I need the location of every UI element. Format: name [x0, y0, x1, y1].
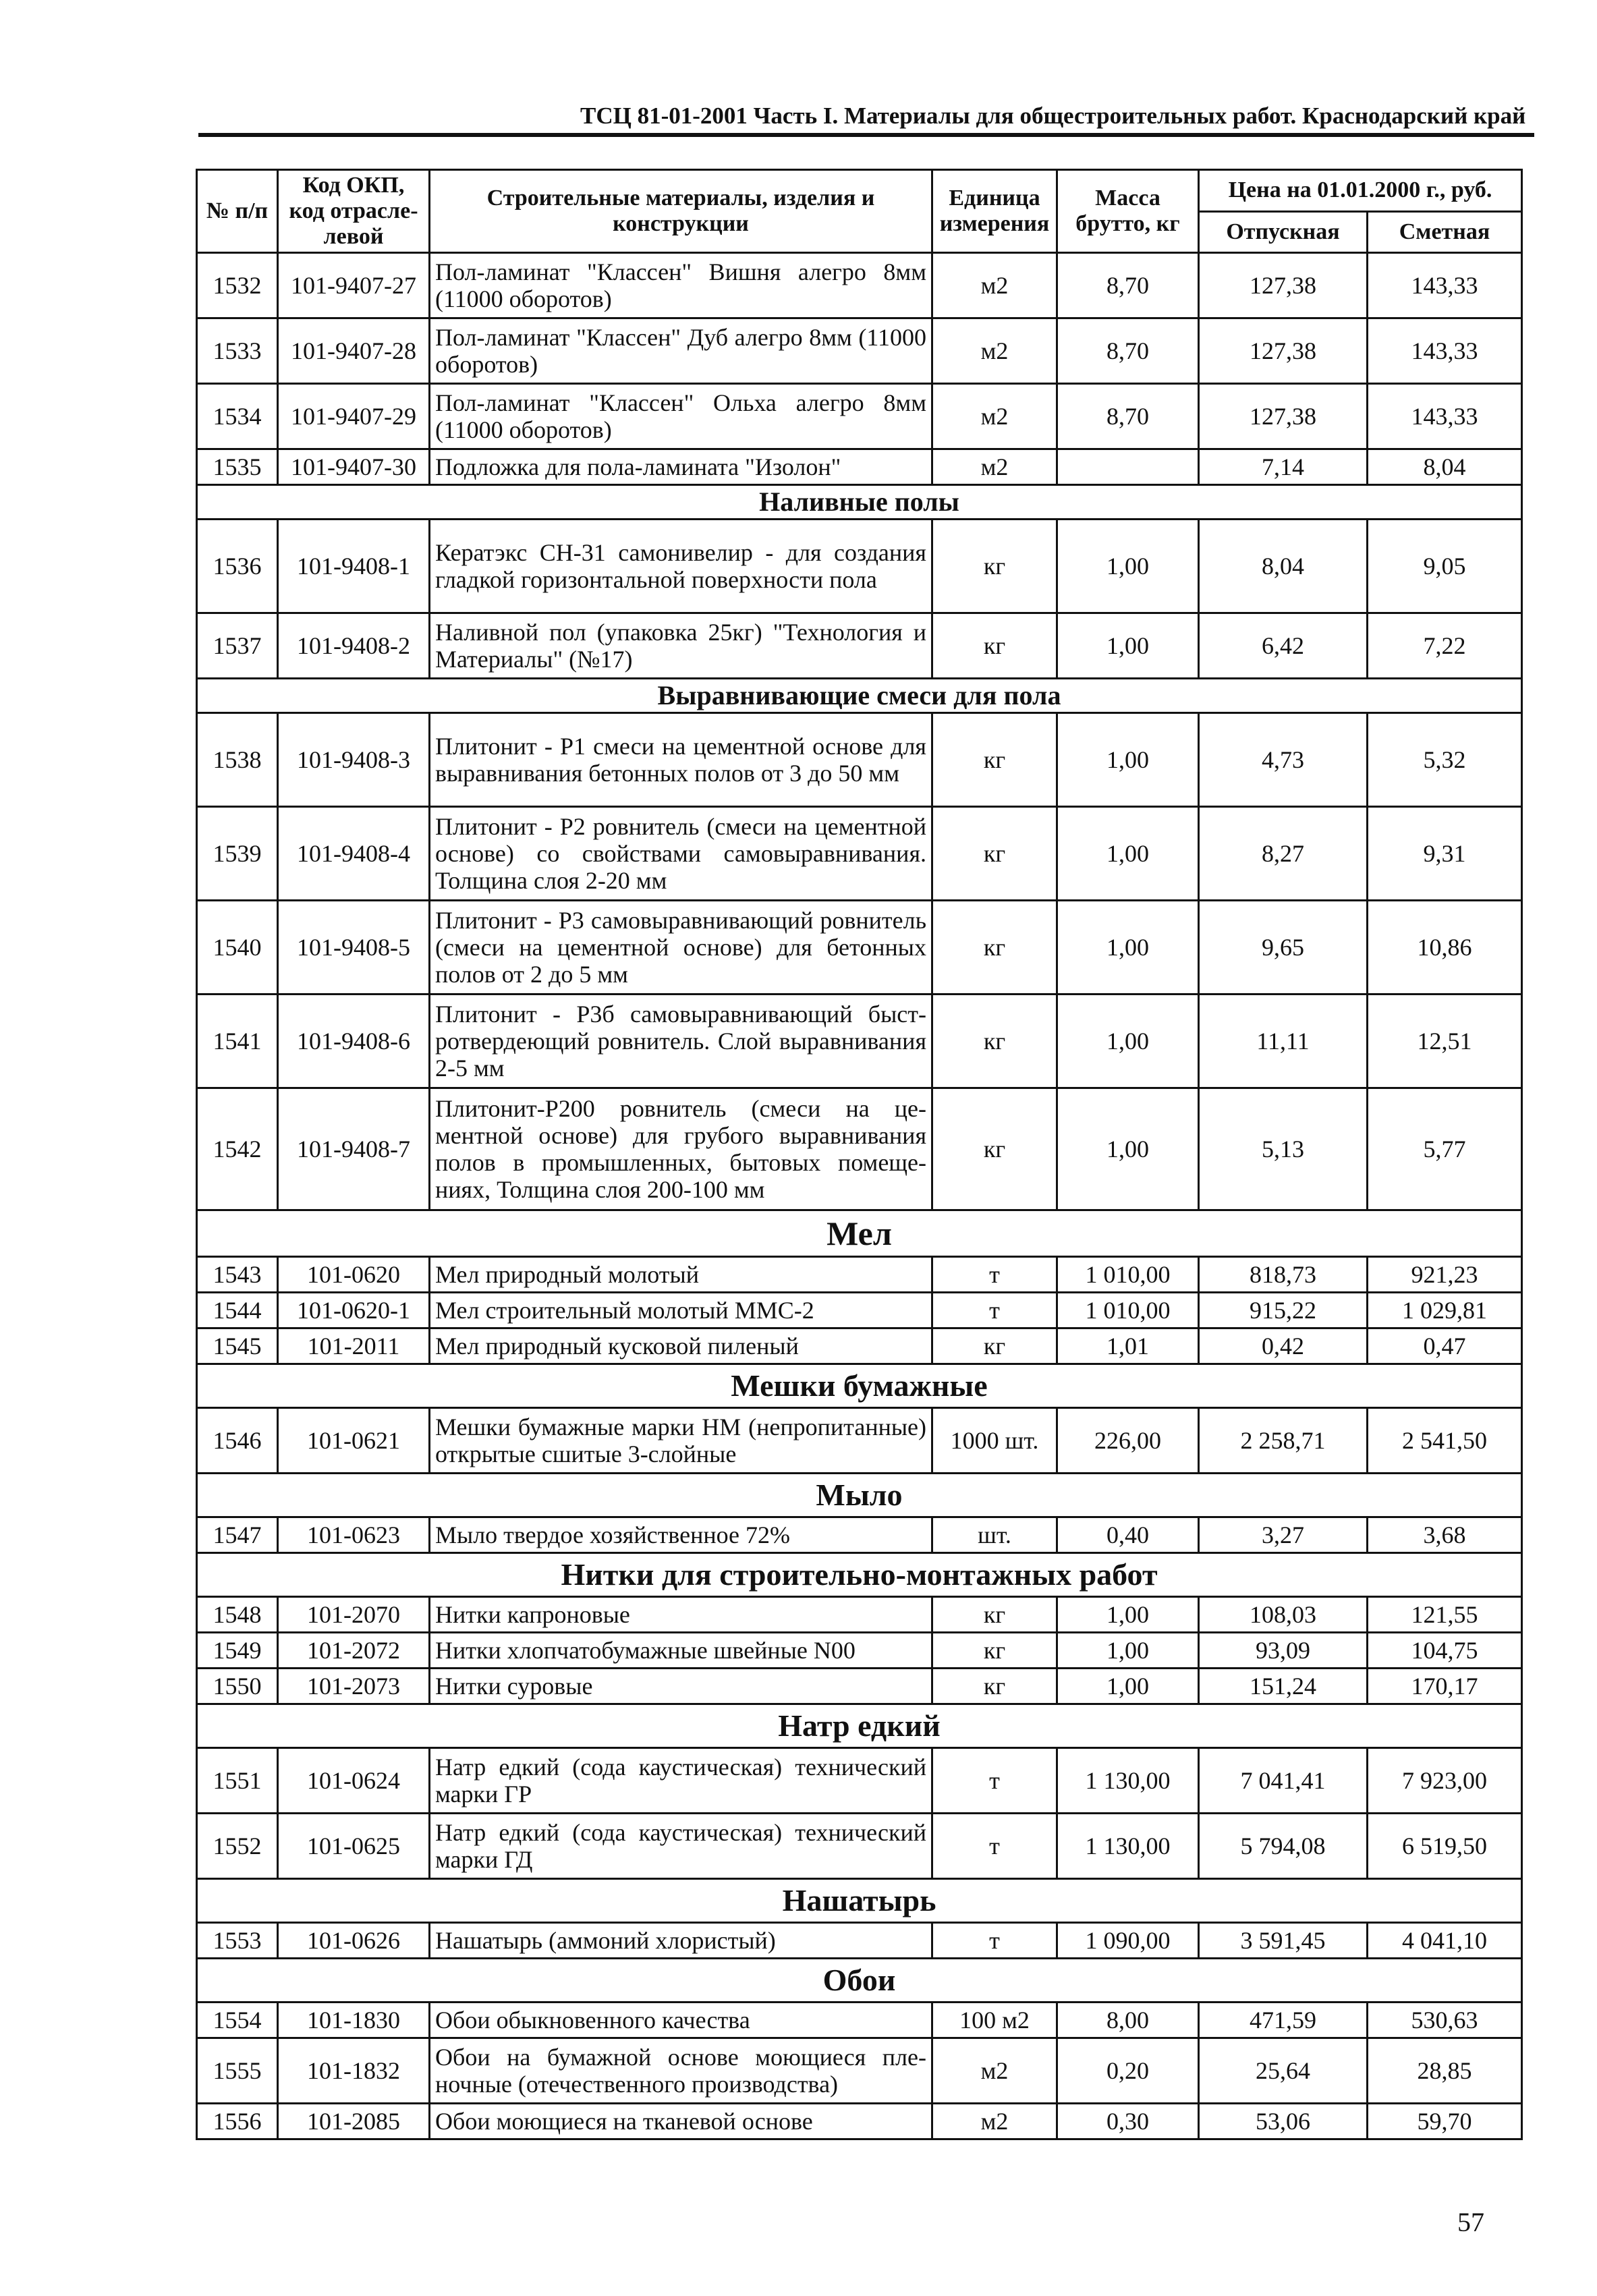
cell-name: Обои моющиеся на тканевой основе: [430, 2104, 932, 2139]
cell-code: 101-0624: [278, 1748, 430, 1814]
cell-code: 101-0621: [278, 1408, 430, 1474]
page-number: 57: [1457, 2207, 1484, 2237]
cell-unit: 1000 шт.: [932, 1408, 1057, 1474]
cell-unit: кг: [932, 1088, 1057, 1210]
table-row: [197, 1814, 1522, 1879]
cell-name: Наливной пол (упаковка 25кг) "Технология и Материалы" (№17): [430, 613, 932, 679]
header-rule: [198, 133, 1534, 137]
cell-unit: кг: [932, 901, 1057, 995]
cell-code: 101-9407-29: [278, 384, 430, 449]
cell-code: 101-1832: [278, 2038, 430, 2104]
cell-mass: 1 010,00: [1057, 1257, 1199, 1293]
cell-name: Кератэкс СН-31 самонивелир - для создания гладкой горизонтальной поверхности пола: [430, 520, 932, 613]
cell-unit: кг: [932, 1328, 1057, 1364]
table-row: [197, 1669, 1522, 1704]
cell-unit: т: [932, 1814, 1057, 1879]
cell-price-release: 127,38: [1199, 384, 1368, 449]
cell-unit: кг: [932, 613, 1057, 679]
section-row: [197, 1553, 1522, 1597]
cell-mass: 1,00: [1057, 520, 1199, 613]
header-code: Код ОКП, код отраслелевой: [278, 170, 430, 253]
cell-name: Мел строительный молотый ММС-2: [430, 1293, 932, 1328]
cell-price-estimate: 143,33: [1368, 318, 1522, 384]
cell-code: 101-9407-28: [278, 318, 430, 384]
cell-code: 101-0620: [278, 1257, 430, 1293]
cell-mass: 1 130,00: [1057, 1748, 1199, 1814]
cell-code: 101-2085: [278, 2104, 430, 2139]
header-price-release: Отпускная: [1199, 211, 1368, 253]
cell-price-release: 8,27: [1199, 807, 1368, 901]
cell-price-estimate: 28,85: [1368, 2038, 1522, 2104]
cell-unit: кг: [932, 995, 1057, 1088]
cell-name: Обои обыкновенного качества: [430, 2003, 932, 2038]
cell-price-release: 818,73: [1199, 1257, 1368, 1293]
cell-name: Плитонит - Р3б самовыравнивающий быстротвердеющий ровнитель. Слой выравнивания 2-5 мм: [430, 995, 932, 1088]
section-row: [197, 1959, 1522, 2003]
cell-unit: т: [932, 1748, 1057, 1814]
cell-mass: 1 130,00: [1057, 1814, 1199, 1879]
cell-name: Плитонит-Р200 ровнитель (смеси на цементной основе) для грубого выравнивания полов в промышленных, бытовых помещениях, Толщина слоя 200-100 мм: [430, 1088, 932, 1210]
cell-num: 1553: [197, 1923, 278, 1959]
cell-price-release: 0,42: [1199, 1328, 1368, 1364]
cell-price-release: 6,42: [1199, 613, 1368, 679]
cell-name: Плитонит - Р1 смеси на цементной основе для выравнивания бетонных полов от 3 до 50 мм: [430, 713, 932, 807]
cell-code: 101-2073: [278, 1669, 430, 1704]
cell-price-release: 25,64: [1199, 2038, 1368, 2104]
cell-num: 1536: [197, 520, 278, 613]
cell-name: Подложка для пола-ламината "Изолон": [430, 449, 932, 485]
cell-mass: 1,00: [1057, 807, 1199, 901]
cell-name: Обои на бумажной основе моющиеся пленочные (отечественного производства): [430, 2038, 932, 2104]
cell-mass: 226,00: [1057, 1408, 1199, 1474]
cell-price-release: 127,38: [1199, 253, 1368, 318]
cell-price-release: 471,59: [1199, 2003, 1368, 2038]
table-row: [197, 807, 1522, 901]
cell-price-release: 5,13: [1199, 1088, 1368, 1210]
cell-unit: кг: [932, 1633, 1057, 1669]
cell-num: 1534: [197, 384, 278, 449]
header-unit: Единица измерения: [932, 170, 1057, 253]
table-row: [197, 613, 1522, 679]
cell-price-release: 7,14: [1199, 449, 1368, 485]
section-title: Нашатырь: [197, 1879, 1522, 1923]
table-row: [197, 995, 1522, 1088]
cell-price-release: 108,03: [1199, 1597, 1368, 1633]
cell-name: Нитки суровые: [430, 1669, 932, 1704]
table-header: [197, 170, 1522, 253]
cell-price-release: 915,22: [1199, 1293, 1368, 1328]
cell-mass: 1,00: [1057, 995, 1199, 1088]
cell-price-release: 127,38: [1199, 318, 1368, 384]
cell-num: 1549: [197, 1633, 278, 1669]
cell-unit: м2: [932, 253, 1057, 318]
cell-code: 101-1830: [278, 2003, 430, 2038]
cell-mass: 0,40: [1057, 1517, 1199, 1553]
cell-price-estimate: 9,05: [1368, 520, 1522, 613]
cell-price-estimate: 143,33: [1368, 253, 1522, 318]
table-row: [197, 713, 1522, 807]
section-title: Выравнивающие смеси для пола: [197, 679, 1522, 713]
cell-num: 1543: [197, 1257, 278, 1293]
section-row: [197, 1879, 1522, 1923]
price-table: [196, 169, 1523, 2140]
cell-code: 101-9408-7: [278, 1088, 430, 1210]
table-row: [197, 2104, 1522, 2139]
cell-price-estimate: 530,63: [1368, 2003, 1522, 2038]
cell-price-estimate: 2 541,50: [1368, 1408, 1522, 1474]
cell-num: 1532: [197, 253, 278, 318]
cell-num: 1537: [197, 613, 278, 679]
table-row: [197, 1328, 1522, 1364]
cell-num: 1544: [197, 1293, 278, 1328]
cell-price-estimate: 0,47: [1368, 1328, 1522, 1364]
cell-code: 101-2072: [278, 1633, 430, 1669]
cell-price-estimate: 1 029,81: [1368, 1293, 1522, 1328]
cell-price-estimate: 7 923,00: [1368, 1748, 1522, 1814]
cell-mass: 1,01: [1057, 1328, 1199, 1364]
cell-num: 1535: [197, 449, 278, 485]
cell-price-estimate: 170,17: [1368, 1669, 1522, 1704]
cell-mass: 0,20: [1057, 2038, 1199, 2104]
header-price-group: Цена на 01.01.2000 г., руб.: [1199, 170, 1522, 212]
section-title: Мешки бумажные: [197, 1364, 1522, 1408]
table-row: [197, 253, 1522, 318]
section-row: [197, 1364, 1522, 1408]
table-row: [197, 1923, 1522, 1959]
cell-code: 101-0626: [278, 1923, 430, 1959]
cell-price-estimate: 143,33: [1368, 384, 1522, 449]
cell-price-release: 4,73: [1199, 713, 1368, 807]
cell-price-estimate: 104,75: [1368, 1633, 1522, 1669]
table-row: [197, 384, 1522, 449]
table-row: [197, 1633, 1522, 1669]
cell-num: 1547: [197, 1517, 278, 1553]
section-title: Мел: [197, 1210, 1522, 1257]
cell-mass: 8,70: [1057, 253, 1199, 318]
cell-code: 101-0625: [278, 1814, 430, 1879]
cell-price-estimate: 7,22: [1368, 613, 1522, 679]
cell-mass: 1 010,00: [1057, 1293, 1199, 1328]
cell-price-release: 3 591,45: [1199, 1923, 1368, 1959]
cell-code: 101-9408-1: [278, 520, 430, 613]
cell-unit: 100 м2: [932, 2003, 1057, 2038]
table-row: [197, 2003, 1522, 2038]
cell-price-estimate: 10,86: [1368, 901, 1522, 995]
cell-unit: м2: [932, 2104, 1057, 2139]
cell-name: Пол-ламинат "Классен" Ольха алегро 8мм (11000 оборотов): [430, 384, 932, 449]
table-body: [197, 253, 1522, 2139]
cell-unit: м2: [932, 449, 1057, 485]
cell-code: 101-9408-4: [278, 807, 430, 901]
cell-num: 1539: [197, 807, 278, 901]
cell-mass: [1057, 449, 1199, 485]
section-title: Мыло: [197, 1474, 1522, 1517]
cell-unit: кг: [932, 1597, 1057, 1633]
cell-num: 1538: [197, 713, 278, 807]
cell-price-estimate: 4 041,10: [1368, 1923, 1522, 1959]
cell-num: 1551: [197, 1748, 278, 1814]
cell-num: 1555: [197, 2038, 278, 2104]
cell-price-estimate: 8,04: [1368, 449, 1522, 485]
table-row: [197, 1088, 1522, 1210]
cell-code: 101-0620-1: [278, 1293, 430, 1328]
cell-unit: т: [932, 1293, 1057, 1328]
cell-price-release: 151,24: [1199, 1669, 1368, 1704]
table-row: [197, 1517, 1522, 1553]
cell-code: 101-2011: [278, 1328, 430, 1364]
cell-price-release: 5 794,08: [1199, 1814, 1368, 1879]
cell-code: 101-9407-27: [278, 253, 430, 318]
section-row: [197, 1704, 1522, 1748]
cell-unit: кг: [932, 520, 1057, 613]
cell-unit: кг: [932, 713, 1057, 807]
cell-num: 1548: [197, 1597, 278, 1633]
cell-price-release: 8,04: [1199, 520, 1368, 613]
cell-name: Плитонит - Р3 самовыравнивающий ровнитель (смеси на цементной основе) для бетонных полов от 2 до 5 мм: [430, 901, 932, 995]
cell-mass: 0,30: [1057, 2104, 1199, 2139]
table-row: [197, 1748, 1522, 1814]
cell-num: 1545: [197, 1328, 278, 1364]
cell-code: 101-9408-5: [278, 901, 430, 995]
cell-mass: 1,00: [1057, 613, 1199, 679]
cell-mass: 1,00: [1057, 713, 1199, 807]
cell-mass: 1,00: [1057, 1633, 1199, 1669]
cell-price-estimate: 3,68: [1368, 1517, 1522, 1553]
cell-name: Пол-ламинат "Классен" Дуб алегро 8мм (11000 оборотов): [430, 318, 932, 384]
header-name: Строительные материалы, изделия и конструкции: [430, 170, 932, 253]
cell-code: 101-9407-30: [278, 449, 430, 485]
section-title: Наливные полы: [197, 485, 1522, 520]
cell-mass: 1,00: [1057, 901, 1199, 995]
cell-name: Мыло твердое хозяйственное 72%: [430, 1517, 932, 1553]
cell-name: Нитки хлопчатобумажные швейные N00: [430, 1633, 932, 1669]
cell-price-release: 93,09: [1199, 1633, 1368, 1669]
cell-price-estimate: 12,51: [1368, 995, 1522, 1088]
header-mass: Масса брутто, кг: [1057, 170, 1199, 253]
cell-unit: т: [932, 1257, 1057, 1293]
cell-mass: 8,70: [1057, 318, 1199, 384]
cell-price-estimate: 5,77: [1368, 1088, 1522, 1210]
section-row: [197, 679, 1522, 713]
cell-name: Нашатырь (аммоний хлористый): [430, 1923, 932, 1959]
cell-unit: шт.: [932, 1517, 1057, 1553]
cell-unit: м2: [932, 318, 1057, 384]
cell-code: 101-0623: [278, 1517, 430, 1553]
cell-num: 1550: [197, 1669, 278, 1704]
section-row: [197, 485, 1522, 520]
cell-price-release: 2 258,71: [1199, 1408, 1368, 1474]
table-row: [197, 901, 1522, 995]
cell-name: Натр едкий (сода каустическая) технический марки ГР: [430, 1748, 932, 1814]
cell-unit: м2: [932, 2038, 1057, 2104]
table-row: [197, 520, 1522, 613]
section-title: Обои: [197, 1959, 1522, 2003]
cell-unit: кг: [932, 1669, 1057, 1704]
section-title: Натр едкий: [197, 1704, 1522, 1748]
cell-name: Мел природный молотый: [430, 1257, 932, 1293]
cell-num: 1556: [197, 2104, 278, 2139]
cell-mass: 1,00: [1057, 1669, 1199, 1704]
cell-price-estimate: 9,31: [1368, 807, 1522, 901]
cell-code: 101-9408-3: [278, 713, 430, 807]
running-header: ТСЦ 81-01-2001 Часть I. Материалы для общестроительных работ. Краснодарский край: [580, 103, 1526, 129]
cell-name: Натр едкий (сода каустическая) технический марки ГД: [430, 1814, 932, 1879]
cell-unit: кг: [932, 807, 1057, 901]
cell-unit: м2: [932, 384, 1057, 449]
cell-num: 1542: [197, 1088, 278, 1210]
table-row: [197, 449, 1522, 485]
cell-num: 1554: [197, 2003, 278, 2038]
cell-mass: 1 090,00: [1057, 1923, 1199, 1959]
cell-code: 101-9408-2: [278, 613, 430, 679]
cell-mass: 1,00: [1057, 1597, 1199, 1633]
cell-price-estimate: 921,23: [1368, 1257, 1522, 1293]
cell-num: 1533: [197, 318, 278, 384]
cell-code: 101-2070: [278, 1597, 430, 1633]
cell-name: Мел природный кусковой пиленый: [430, 1328, 932, 1364]
cell-name: Нитки капроновые: [430, 1597, 932, 1633]
cell-num: 1546: [197, 1408, 278, 1474]
table-row: [197, 2038, 1522, 2104]
table-row: [197, 1257, 1522, 1293]
header-num: № п/п: [197, 170, 278, 253]
section-title: Нитки для строительно-монтажных работ: [197, 1553, 1522, 1597]
cell-price-estimate: 5,32: [1368, 713, 1522, 807]
cell-price-estimate: 121,55: [1368, 1597, 1522, 1633]
cell-mass: 8,00: [1057, 2003, 1199, 2038]
table-row: [197, 1293, 1522, 1328]
cell-price-release: 3,27: [1199, 1517, 1368, 1553]
cell-price-release: 53,06: [1199, 2104, 1368, 2139]
table-row: [197, 1597, 1522, 1633]
cell-num: 1552: [197, 1814, 278, 1879]
cell-price-estimate: 6 519,50: [1368, 1814, 1522, 1879]
table-row: [197, 1408, 1522, 1474]
cell-mass: 8,70: [1057, 384, 1199, 449]
cell-price-release: 11,11: [1199, 995, 1368, 1088]
cell-num: 1541: [197, 995, 278, 1088]
cell-price-estimate: 59,70: [1368, 2104, 1522, 2139]
cell-name: Пол-ламинат "Классен" Вишня алегро 8мм (11000 оборотов): [430, 253, 932, 318]
cell-name: Мешки бумажные марки НМ (непропитанные) открытые сшитые 3-слойные: [430, 1408, 932, 1474]
section-row: [197, 1210, 1522, 1257]
cell-unit: т: [932, 1923, 1057, 1959]
cell-mass: 1,00: [1057, 1088, 1199, 1210]
cell-price-release: 7 041,41: [1199, 1748, 1368, 1814]
header-price-estimate: Сметная: [1368, 211, 1522, 253]
cell-code: 101-9408-6: [278, 995, 430, 1088]
cell-name: Плитонит - Р2 ровнитель (смеси на цементной основе) со свойствами самовыравнивания. Толщина слоя 2-20 мм: [430, 807, 932, 901]
table-row: [197, 318, 1522, 384]
section-row: [197, 1474, 1522, 1517]
cell-price-release: 9,65: [1199, 901, 1368, 995]
cell-num: 1540: [197, 901, 278, 995]
